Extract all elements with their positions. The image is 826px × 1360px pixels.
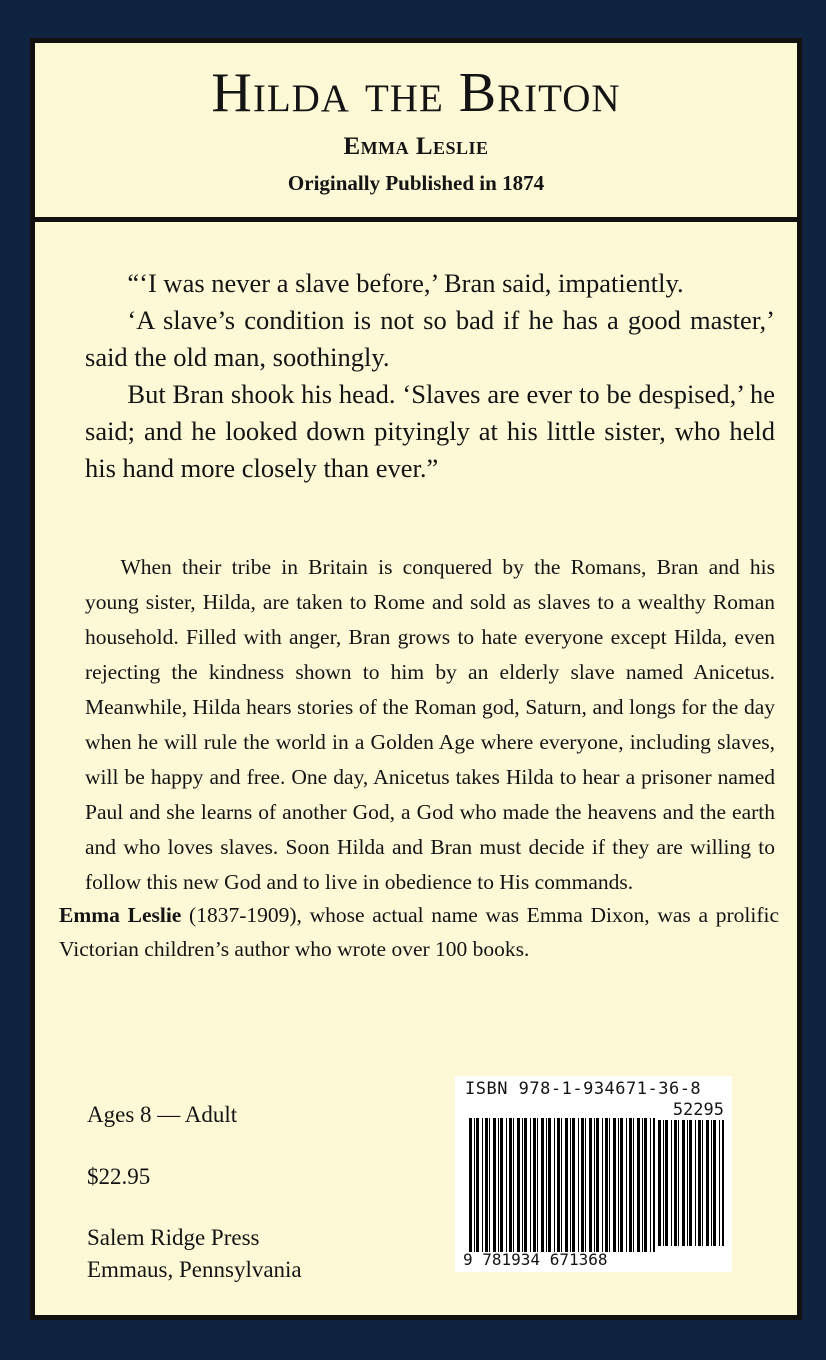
book-title: Hilda the Briton [211, 62, 621, 124]
quote-line: ‘A slave’s condition is not so bad if he has a good master,’ said the old man, soothingly. [85, 305, 775, 372]
author-bio [59, 898, 779, 966]
ean-bars [469, 1118, 655, 1252]
isbn-barcode [455, 1076, 732, 1272]
quote-line: But Bran shook his head. ‘Slaves are ever to be despised,’ he said; and he looked down pityingly at his little sister, who held his hand more closely than ever.” [85, 379, 775, 483]
age-range: Ages 8 — Adult [87, 1102, 238, 1127]
publisher-location: Emmaus, Pennsylvania [87, 1257, 302, 1282]
title-header [35, 43, 797, 222]
description-text: When their tribe in Britain is conquered by the Romans, Bran and his young sister, Hilda, are taken to Rome and sold as slaves to a wealthy Roman household. Filled with anger, Bran grows to hate everyone except Hilda, even rejecting the kindness shown to him by an elderly slave named Anicetus. Meanwhile, Hilda hears stories of the Roman god, Saturn, and longs for the day when he will rule the world in a Golden Age where everyone, including slaves, will be happy and free. One day, Anicetus takes Hilda to hear a prisoner named Paul and she learns of another God, a God who made the heavens and the earth and who loves slaves. Soon Hilda and Bran must decide if they are willing to follow this new God and to live in obedience to His commands. [85, 555, 775, 894]
book-description [85, 550, 775, 900]
price-bars [658, 1120, 724, 1246]
quote-line: “‘I was never a slave before,’ Bran said, impatiently. [127, 268, 684, 298]
author-name: Emma Leslie [343, 133, 489, 160]
back-cover-panel [30, 38, 802, 1320]
isbn-label: ISBN 978-1-934671-36-8 [465, 1079, 702, 1099]
excerpt-quote [85, 265, 775, 487]
price: $22.95 [87, 1164, 151, 1189]
publication-note: Originally Published in 1874 [287, 171, 545, 195]
publisher-name: Salem Ridge Press [87, 1225, 260, 1250]
ean-digits: 9 781934 671368 [463, 1250, 608, 1269]
bio-text: (1837-1909), whose actual name was Emma Dixon, was a prolific Victorian children’s author who wrote over 100 books. [59, 903, 779, 961]
bio-author-name: Emma Leslie [59, 903, 182, 927]
price-code: 52295 [672, 1100, 724, 1120]
